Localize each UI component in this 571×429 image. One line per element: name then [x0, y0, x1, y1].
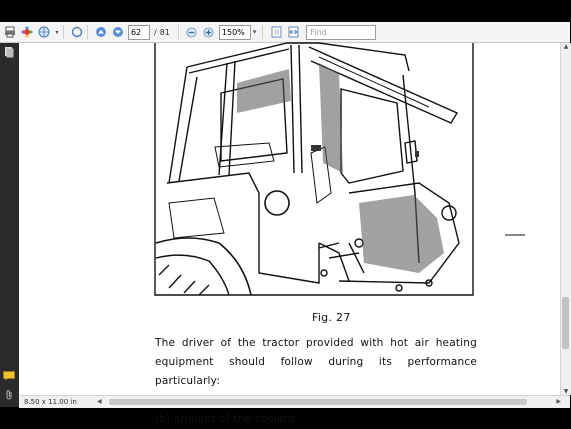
- attachment-icon[interactable]: [3, 389, 15, 401]
- page-separator: /: [154, 27, 157, 37]
- toolbar: [0, 22, 570, 43]
- scroll-up-icon[interactable]: ▲: [563, 43, 569, 50]
- zoom-in-icon[interactable]: [202, 25, 216, 39]
- list-item-b: (b) amount of the coolant: [155, 413, 295, 425]
- horizontal-scroll-thumb[interactable]: [109, 399, 527, 405]
- scroll-right-icon[interactable]: ▶: [556, 398, 561, 405]
- vertical-scrollbar[interactable]: [560, 43, 571, 395]
- body-paragraph: [155, 334, 477, 429]
- toolbar-separator: [262, 25, 263, 39]
- tools-icon[interactable]: [20, 25, 34, 39]
- page-number-input[interactable]: 62: [128, 25, 150, 40]
- figure-caption: Fig. 27: [312, 311, 351, 324]
- zoom-out-icon[interactable]: [185, 25, 199, 39]
- print-icon[interactable]: [3, 25, 17, 39]
- refresh-icon[interactable]: [70, 25, 84, 39]
- find-input[interactable]: Find: [306, 25, 376, 40]
- previous-page-icon[interactable]: [94, 25, 108, 39]
- page-total: 81: [159, 27, 170, 37]
- vertical-scroll-thumb[interactable]: [562, 297, 569, 349]
- pages-panel-icon[interactable]: [3, 46, 15, 58]
- toolbar-separator: [178, 25, 179, 39]
- scroll-down-icon[interactable]: ▼: [563, 388, 569, 395]
- fit-page-icon[interactable]: [269, 25, 283, 39]
- sidebar: [0, 43, 19, 407]
- dropdown-arrow-icon[interactable]: ▾: [55, 28, 59, 36]
- comment-icon[interactable]: [3, 371, 15, 383]
- scroll-left-icon[interactable]: ◀: [97, 398, 102, 405]
- fit-width-icon[interactable]: [286, 25, 300, 39]
- paragraph-line: The driver of the tractor provided with hot air heating: [155, 337, 477, 349]
- horizontal-scrollbar[interactable]: [97, 397, 561, 407]
- globe-icon[interactable]: [37, 25, 51, 39]
- zoom-dropdown-icon[interactable]: ▾: [252, 28, 257, 36]
- zoom-level-field[interactable]: 150%: [219, 25, 251, 40]
- tractor-cab-figure: [19, 43, 560, 303]
- next-page-icon[interactable]: [111, 25, 125, 39]
- paragraph-line: equipment should follow during its performance particularly:: [155, 356, 477, 387]
- toolbar-separator: [63, 25, 64, 39]
- toolbar-separator: [87, 25, 88, 39]
- page-size-label: 8.50 x 11.00 in: [24, 398, 77, 406]
- page-edge-mark: [505, 234, 525, 236]
- status-bar: [19, 395, 570, 408]
